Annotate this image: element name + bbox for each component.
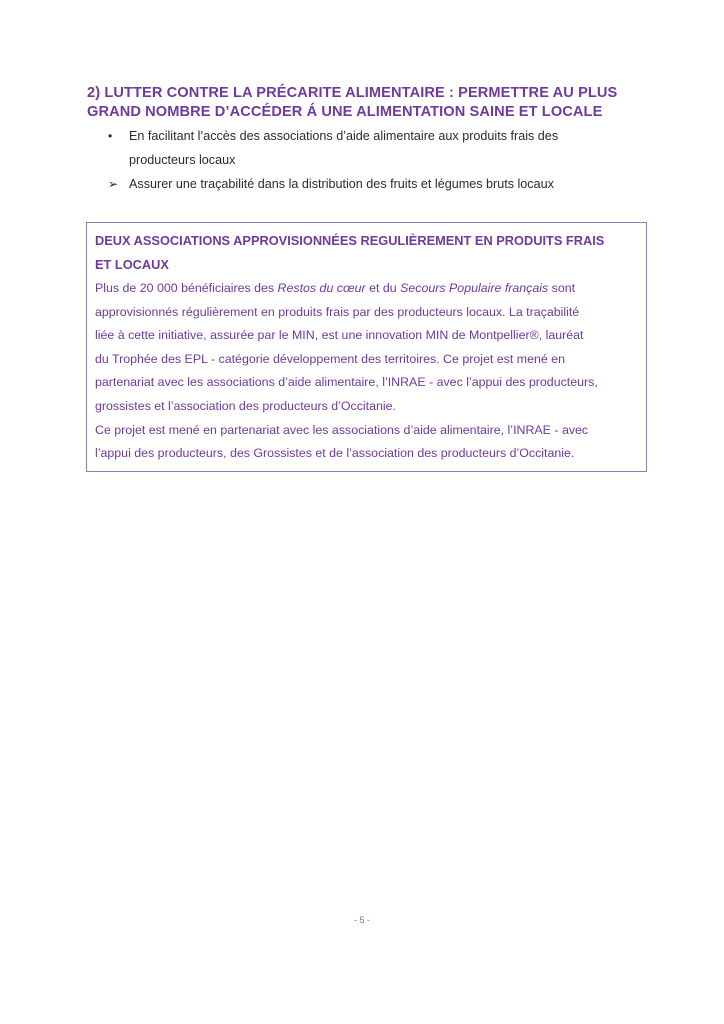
- body-text: et du: [365, 281, 401, 295]
- list-item: [108, 172, 628, 196]
- page-number: - 5 -: [353, 915, 370, 925]
- body-text: sont: [548, 281, 576, 295]
- body-line-3: liée à cette initiative, assurée par le MIN, est une innovation MIN de Montpellier®, lauréat: [95, 328, 584, 343]
- body-text: Plus de 20 000 bénéficiaires des: [95, 281, 278, 295]
- restos-du-coeur-name: Restos du cœur: [277, 281, 366, 295]
- section-heading: [87, 84, 667, 122]
- list-item: [108, 124, 628, 172]
- body-line-5: partenariat avec les associations d’aide alimentaire, l’INRAE - avec l’appui des producteurs,: [95, 375, 598, 390]
- info-box-body: [95, 277, 640, 466]
- body-line-8: l’appui des producteurs, des Grossistes et de l’association des producteurs d’Occitanie.: [95, 446, 575, 461]
- secours-populaire-name: Secours Populaire français: [400, 281, 549, 295]
- arrow-bullet-icon: ➢: [108, 177, 119, 191]
- list-item-line: En facilitant l’accès des associations d’aide alimentaire aux produits frais des: [129, 129, 559, 143]
- body-line-4: du Trophée des EPL - catégorie développement des territoires. Ce projet est mené en: [95, 351, 565, 366]
- list-item-line: producteurs locaux: [129, 153, 236, 167]
- info-box: [86, 222, 647, 472]
- info-box-title-line-1: DEUX ASSOCIATIONS APPROVISIONNÉES REGULIÈREMENT EN PRODUITS FRAIS: [95, 233, 605, 248]
- body-line-2: approvisionnés régulièrement en produits frais par des producteurs locaux. La traçabilité: [95, 304, 580, 319]
- info-box-title: [95, 229, 635, 277]
- info-box-title-line-2: ET LOCAUX: [95, 257, 169, 272]
- body-line-1: [95, 277, 640, 301]
- section-heading-line-1: 2) LUTTER CONTRE LA PRÉCARITE ALIMENTAIRE : PERMETTRE AU PLUS: [87, 85, 618, 101]
- bullet-dot-icon: •: [108, 129, 113, 143]
- section-heading-line-2: GRAND NOMBRE D’ACCÉDER Á UNE ALIMENTATION SAINE ET LOCALE: [87, 104, 603, 120]
- body-line-7: Ce projet est mené en partenariat avec les associations d’aide alimentaire, l’INRAE - avec: [95, 422, 589, 437]
- body-line-6: grossistes et l’association des producteurs d’Occitanie.: [95, 398, 396, 413]
- list-item-line: Assurer une traçabilité dans la distribution des fruits et légumes bruts locaux: [129, 177, 554, 191]
